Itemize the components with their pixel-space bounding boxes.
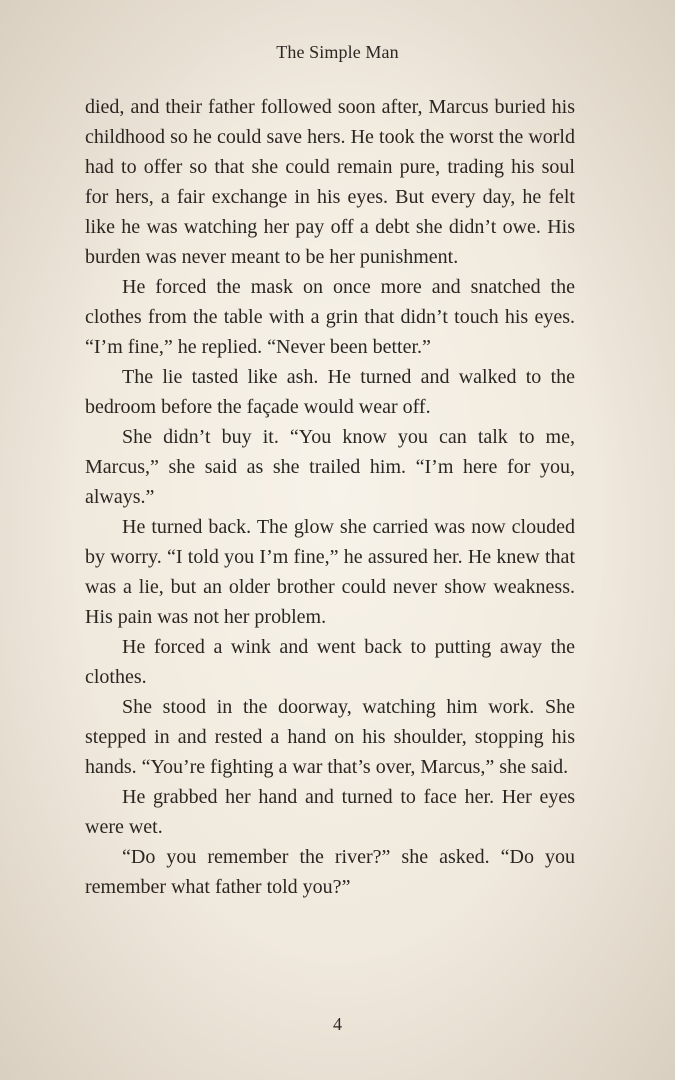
paragraph: She stood in the doorway, watching him work. She stepped in and rested a hand on his shoulder, stopping his hands. “You’re fighting a war that’s over, Marcus,” she said. <box>85 696 575 778</box>
body-text <box>85 92 575 902</box>
paragraph: He forced a wink and went back to putting away the clothes. <box>85 636 575 688</box>
paragraph: He grabbed her hand and turned to face her. Her eyes were wet. <box>85 786 575 838</box>
paragraph: “Do you remember the river?” she asked. “Do you remember what father told you?” <box>85 846 575 898</box>
paragraph: He turned back. The glow she carried was now clouded by worry. “I told you I’m fine,” he assured her. He knew that was a lie, but an older brother could never show weakness. His pain was not her problem. <box>85 516 575 628</box>
paragraph-continued: died, and their father followed soon after, Marcus buried his childhood so he could save hers. He took the worst the world had to offer so that she could remain pure, trading his soul for hers, a fair exchange in his eyes. But every day, he felt like he was watching her pay off a debt she didn’t owe. His burden was never meant to be her punishment. <box>85 96 575 268</box>
paragraph: The lie tasted like ash. He turned and walked to the bedroom before the façade would wear off. <box>85 366 575 418</box>
page-number: 4 <box>333 1014 342 1034</box>
running-head-title: The Simple Man <box>276 42 399 62</box>
paragraph: He forced the mask on once more and snatched the clothes from the table with a grin that didn’t touch his eyes. “I’m fine,” he replied. “Never been better.” <box>85 276 575 358</box>
paragraph: She didn’t buy it. “You know you can talk to me, Marcus,” she said as she trailed him. “I’m here for you, always.” <box>85 426 575 508</box>
